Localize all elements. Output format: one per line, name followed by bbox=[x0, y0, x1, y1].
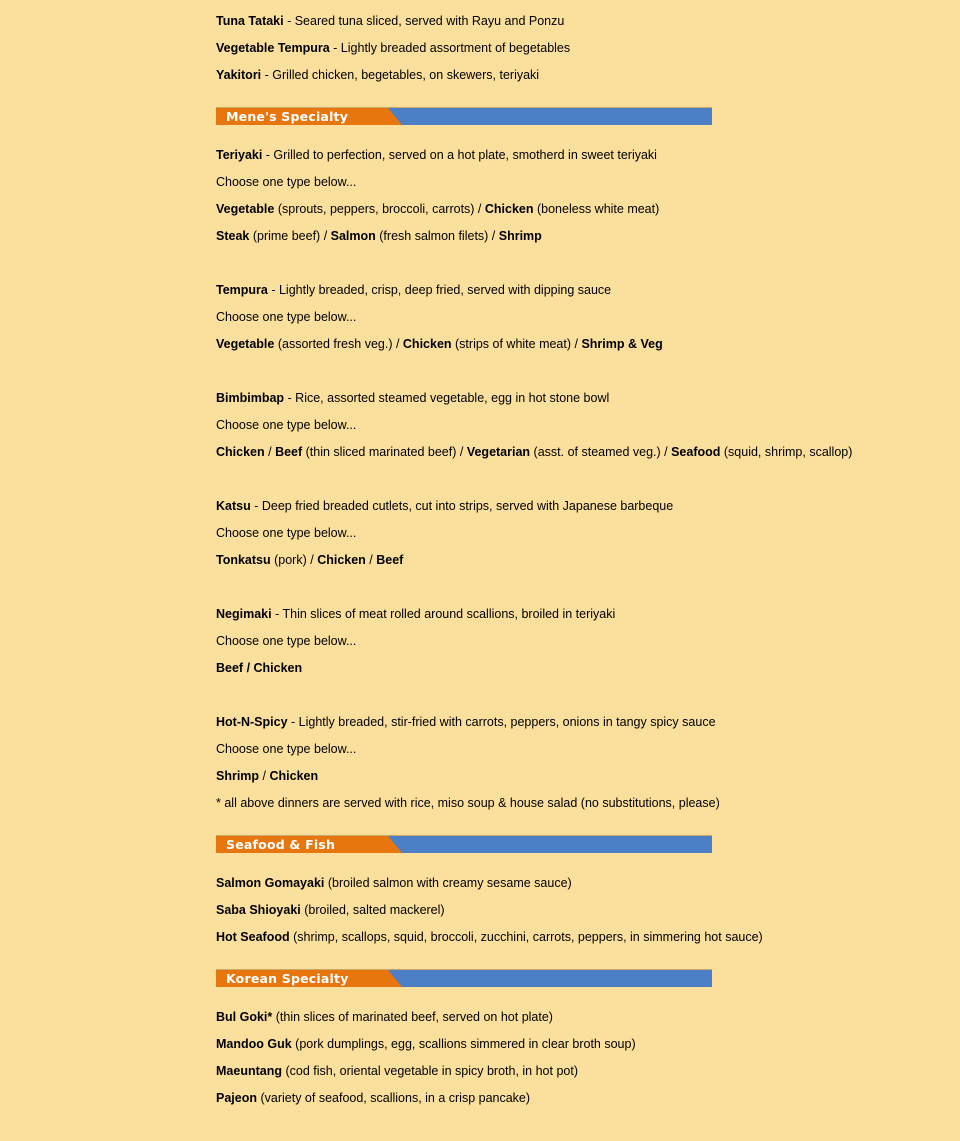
option-token: Vegetable bbox=[216, 202, 275, 216]
choose-note: Choose one type below... bbox=[216, 526, 357, 540]
option-token: Steak bbox=[216, 229, 250, 243]
item-name: Yakitori bbox=[216, 68, 262, 82]
item-desc: (cod fish, oriental vegetable in spicy broth, in hot pot) bbox=[281, 1064, 578, 1078]
list-item bbox=[216, 1031, 960, 1058]
list-item bbox=[216, 277, 960, 304]
option-token: (boneless white meat) bbox=[533, 202, 660, 216]
option-token: (assorted fresh veg.) / bbox=[274, 337, 403, 351]
item-name: Tuna Tataki bbox=[216, 14, 284, 28]
item-desc: - Lightly breaded, crisp, deep fried, served with dipping sauce bbox=[267, 283, 612, 297]
item-desc: - Deep fried breaded cutlets, cut into strips, served with Japanese barbeque bbox=[250, 499, 674, 513]
section-tab-slant-icon bbox=[388, 108, 402, 125]
option-line bbox=[216, 196, 960, 223]
section-body-korean-specialty bbox=[216, 1004, 960, 1112]
item-desc: - Thin slices of meat rolled around scallions, broiled in teriyaki bbox=[271, 607, 616, 621]
section-tab-slant-icon bbox=[388, 970, 402, 987]
option-token: Chicken bbox=[216, 445, 265, 459]
list-item bbox=[216, 870, 960, 897]
list-item bbox=[216, 924, 960, 951]
item-name: Vegetable Tempura bbox=[216, 41, 330, 55]
option-token: Vegetable bbox=[216, 337, 275, 351]
item-desc: - Rice, assorted steamed vegetable, egg in hot stone bowl bbox=[284, 391, 610, 405]
section-title: Mene's Specialty bbox=[226, 109, 349, 124]
item-name: Saba Shioyaki bbox=[216, 903, 301, 917]
item-desc: - Seared tuna sliced, served with Rayu and Ponzu bbox=[283, 14, 565, 28]
list-item bbox=[216, 897, 960, 924]
choose-note: Choose one type below... bbox=[216, 418, 357, 432]
list-item bbox=[216, 601, 960, 628]
list-item bbox=[216, 385, 960, 412]
option-token: Vegetarian bbox=[466, 445, 531, 459]
list-item bbox=[216, 62, 960, 89]
choose-note: Choose one type below... bbox=[216, 634, 357, 648]
section-header-seafood-and-fish bbox=[216, 835, 712, 856]
choose-note: Choose one type below... bbox=[216, 175, 357, 189]
option-token: Seafood bbox=[671, 445, 721, 459]
section-title: Seafood & Fish bbox=[226, 837, 336, 852]
item-desc: (variety of seafood, scallions, in a crisp pancake) bbox=[257, 1091, 531, 1105]
item-desc: - Lightly breaded assortment of begetables bbox=[329, 41, 571, 55]
option-token: (fresh salmon filets) / bbox=[375, 229, 499, 243]
item-name: Salmon Gomayaki bbox=[216, 876, 325, 890]
item-name: Hot Seafood bbox=[216, 930, 290, 944]
option-token: (asst. of steamed veg.) / bbox=[530, 445, 672, 459]
item-name: Negimaki bbox=[216, 607, 272, 621]
item-desc: (shrimp, scallops, squid, broccoli, zucchini, carrots, peppers, in simmering hot sauce) bbox=[289, 930, 763, 944]
section-header-menes-specialty bbox=[216, 107, 712, 128]
item-desc: (broiled, salted mackerel) bbox=[300, 903, 445, 917]
spacer bbox=[216, 466, 960, 493]
item-desc: (pork dumplings, egg, scallions simmered in clear broth soup) bbox=[291, 1037, 636, 1051]
list-item bbox=[216, 493, 960, 520]
option-token: Shrimp bbox=[498, 229, 542, 243]
option-line bbox=[216, 547, 960, 574]
option-token: Beef bbox=[275, 445, 303, 459]
section-tab-slant-icon bbox=[388, 836, 402, 853]
option-token: Shrimp bbox=[216, 769, 260, 783]
option-token: Shrimp & Veg bbox=[581, 337, 663, 351]
spacer bbox=[216, 574, 960, 601]
item-name: Tempura bbox=[216, 283, 268, 297]
option-token: Chicken bbox=[484, 202, 534, 216]
item-desc: - Grilled chicken, begetables, on skewers, teriyaki bbox=[261, 68, 540, 82]
item-name: Katsu bbox=[216, 499, 251, 513]
list-item bbox=[216, 1058, 960, 1085]
option-token: (thin sliced marinated beef) / bbox=[302, 445, 467, 459]
item-name: Pajeon bbox=[216, 1091, 257, 1105]
option-token: Chicken bbox=[402, 337, 452, 351]
list-item bbox=[216, 35, 960, 62]
list-item bbox=[216, 142, 960, 169]
choose-note: Choose one type below... bbox=[216, 742, 357, 756]
item-desc: - Lightly breaded, stir-fried with carrots, peppers, onions in tangy spicy sauce bbox=[287, 715, 716, 729]
option-line bbox=[216, 439, 960, 466]
item-name: Hot-N-Spicy bbox=[216, 715, 288, 729]
choose-note: Choose one type below... bbox=[216, 310, 357, 324]
option-token: (prime beef) / bbox=[249, 229, 331, 243]
section-body-seafood-and-fish bbox=[216, 870, 960, 951]
item-name: Bul Goki* bbox=[216, 1010, 273, 1024]
item-desc: (broiled salmon with creamy sesame sauce) bbox=[324, 876, 572, 890]
option-token: Chicken bbox=[269, 769, 319, 783]
item-name: Mandoo Guk bbox=[216, 1037, 292, 1051]
option-line bbox=[216, 655, 960, 682]
item-desc: (thin slices of marinated beef, served on hot plate) bbox=[272, 1010, 553, 1024]
option-line bbox=[216, 331, 960, 358]
option-token: (strips of white meat) / bbox=[451, 337, 582, 351]
option-token: / bbox=[365, 553, 377, 567]
option-token: Tonkatsu bbox=[216, 553, 271, 567]
option-token: (pork) / bbox=[270, 553, 318, 567]
list-item bbox=[216, 1085, 960, 1112]
spacer bbox=[216, 358, 960, 385]
list-item bbox=[216, 709, 960, 736]
section-header-korean-specialty bbox=[216, 969, 712, 990]
option-token: Salmon bbox=[330, 229, 376, 243]
option-token: (squid, shrimp, scallop) bbox=[720, 445, 853, 459]
option-token: / bbox=[259, 769, 270, 783]
option-token: Beef bbox=[376, 553, 404, 567]
list-item bbox=[216, 1004, 960, 1031]
option-token: (sprouts, peppers, broccoli, carrots) / bbox=[274, 202, 485, 216]
option-token: Chicken bbox=[317, 553, 366, 567]
option-line bbox=[216, 763, 960, 790]
item-name: Maeuntang bbox=[216, 1064, 282, 1078]
section-footnote: * all above dinners are served with rice, miso soup & house salad (no substitutions, please) bbox=[216, 796, 720, 810]
list-item bbox=[216, 8, 960, 35]
option-token: Beef / Chicken bbox=[216, 661, 303, 675]
option-line bbox=[216, 223, 960, 250]
menu-top-items bbox=[216, 8, 960, 89]
item-desc: - Grilled to perfection, served on a hot plate, smotherd in sweet teriyaki bbox=[262, 148, 657, 162]
section-body-menes-specialty bbox=[216, 142, 960, 817]
section-title: Korean Specialty bbox=[226, 971, 349, 986]
item-name: Teriyaki bbox=[216, 148, 263, 162]
option-token: / bbox=[264, 445, 276, 459]
item-name: Bimbimbap bbox=[216, 391, 285, 405]
spacer bbox=[216, 682, 960, 709]
spacer bbox=[216, 250, 960, 277]
